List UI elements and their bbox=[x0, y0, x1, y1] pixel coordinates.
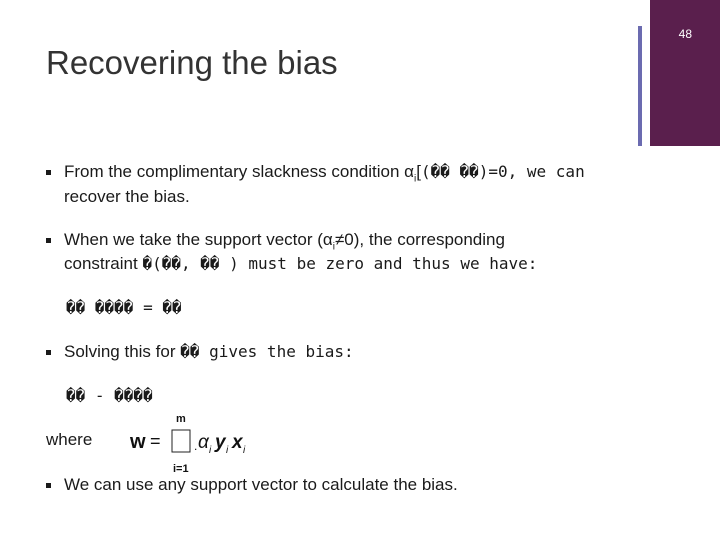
formula-w: w bbox=[130, 431, 146, 453]
formula-equals: = bbox=[150, 431, 161, 451]
where-label: where bbox=[46, 430, 93, 449]
bullet-1-line-1: From the complimentary slackness condition $\alpha_i[(��$ ��)=0, we can bbox=[64, 162, 585, 185]
page-number: 48 bbox=[678, 27, 692, 41]
sum-upper-limit: m bbox=[176, 413, 186, 425]
svg-text:i: i bbox=[209, 445, 212, 456]
bullet-3-line-1: Solving this for �� gives the bias: bbox=[64, 342, 354, 361]
bias-equation: �� - ���� bbox=[66, 386, 153, 405]
formula-y: y bbox=[215, 432, 226, 453]
sum-lower-limit: i=1 bbox=[173, 463, 189, 474]
accent-bar bbox=[638, 26, 642, 146]
bullet-marker bbox=[46, 170, 51, 175]
bullet-marker bbox=[46, 483, 51, 488]
svg-text:i: i bbox=[243, 445, 246, 456]
svg-text:i: i bbox=[226, 445, 229, 456]
bullet-2-line-1: When we take the support vector $(\alpha_i\ne 0)$, the corresponding bbox=[64, 230, 505, 253]
bullet-2-line-2: constraint �(��, �� ) must be zero and thus we have: bbox=[64, 254, 538, 273]
formula-x: x bbox=[232, 432, 243, 453]
formula-alpha: α bbox=[198, 432, 209, 453]
constraint-equation: �� ���� = �� bbox=[66, 298, 182, 317]
bullet-marker bbox=[46, 350, 51, 355]
bullet-4-line-1: We can use any support vector to calculate the bias. bbox=[64, 475, 458, 494]
slide-title: Recovering the bias bbox=[46, 44, 338, 81]
weight-formula bbox=[128, 412, 258, 474]
bullet-marker bbox=[46, 238, 51, 243]
bullet-1-line-2: recover the bias. bbox=[64, 187, 190, 206]
side-panel bbox=[650, 0, 720, 146]
sum-symbol-box bbox=[172, 430, 190, 452]
formula-dot: . bbox=[194, 439, 198, 453]
